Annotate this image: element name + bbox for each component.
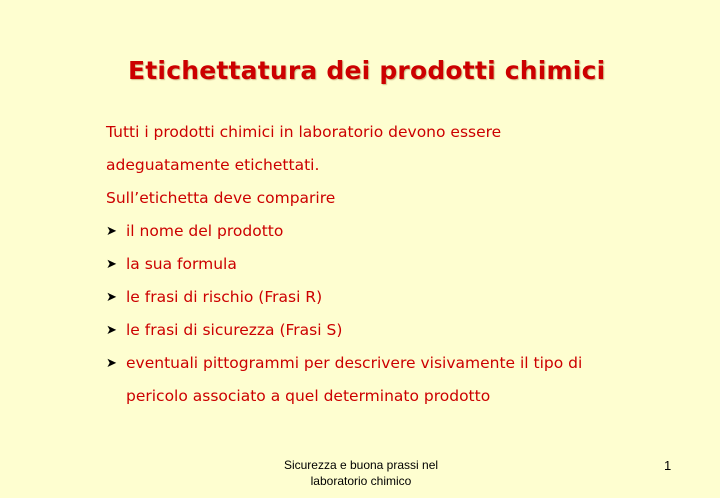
arrow-bullet-icon: ➤	[106, 257, 117, 272]
footer-line: Sicurezza e buona prassi nel	[283, 458, 439, 472]
arrow-bullet-icon: ➤	[106, 290, 117, 305]
slide-title: Etichettatura dei prodotti chimici	[128, 56, 606, 85]
intro-line: Tutti i prodotti chimici in laboratorio devono essere	[106, 123, 502, 141]
list-item-label: il nome del prodotto	[126, 222, 284, 240]
slide-body	[106, 116, 666, 413]
arrow-bullet-icon: ➤	[106, 224, 117, 239]
list-item	[106, 248, 666, 281]
page-number: 1	[664, 458, 672, 473]
list-item	[106, 215, 666, 248]
intro-line: Sull’etichetta deve comparire	[106, 189, 336, 207]
list-item-label: eventuali pittogrammi per descrivere visivamente il tipo di	[126, 354, 583, 372]
list-item	[106, 281, 666, 314]
footer-line: laboratorio chimico	[310, 474, 412, 488]
list-item-label: le frasi di sicurezza (Frasi S)	[126, 321, 343, 339]
slide-footer	[256, 457, 466, 489]
list-item	[106, 347, 666, 380]
list-item-continuation: pericolo associato a quel determinato prodotto	[126, 387, 491, 405]
intro-line: adeguatamente etichettati.	[106, 156, 320, 174]
list-item	[106, 314, 666, 347]
list-item-label: le frasi di rischio (Frasi R)	[126, 288, 323, 306]
arrow-bullet-icon: ➤	[106, 356, 117, 371]
list-item-label: la sua formula	[126, 255, 237, 273]
arrow-bullet-icon: ➤	[106, 323, 117, 338]
